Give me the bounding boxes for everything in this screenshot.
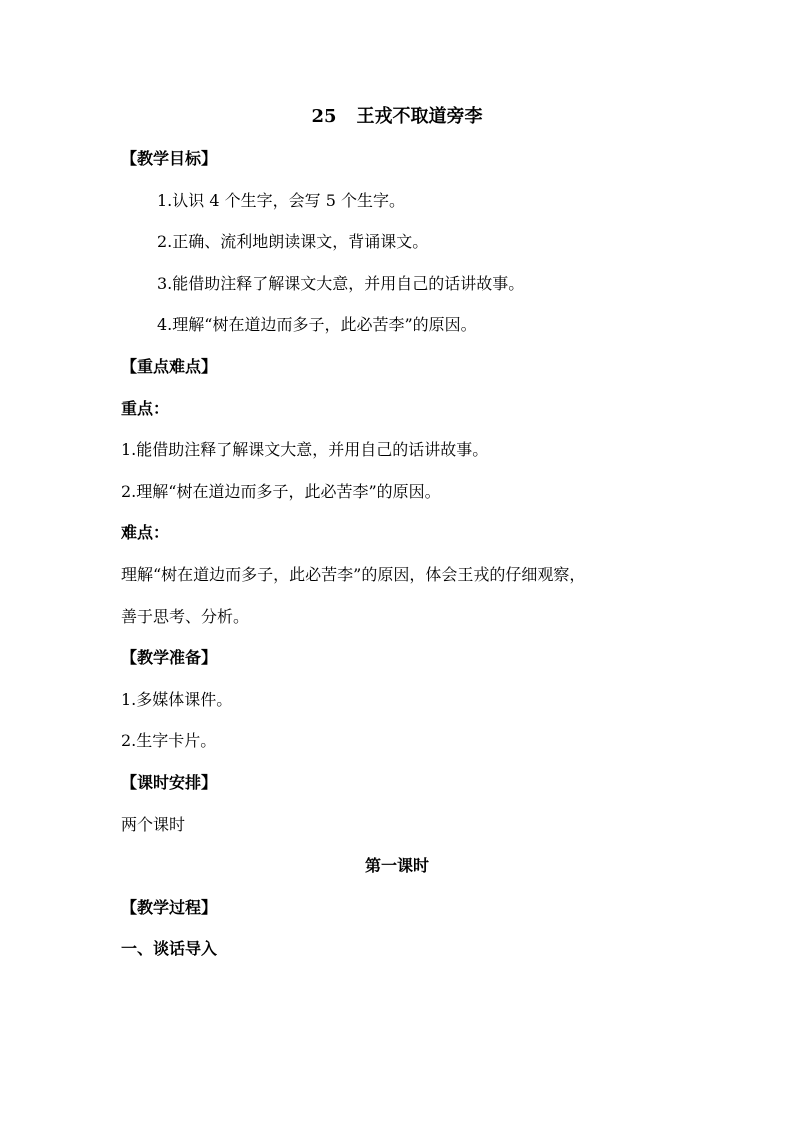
lesson-number: 25	[311, 106, 337, 127]
preparation-item: 2.生字卡片。	[121, 731, 217, 750]
document-title	[0, 106, 794, 128]
difficulty-label: 难点：	[121, 523, 170, 542]
preparation-item: 1.多媒体课件。	[121, 690, 233, 709]
objective-item: 3.能借助注释了解课文大意，并用自己的话讲故事。	[157, 274, 525, 293]
objective-item: 4.理解“树在道边而多子，此必苦李”的原因。	[157, 315, 477, 334]
schedule-text: 两个课时	[121, 815, 186, 834]
difficulty-line: 理解“树在道边而多子，此必苦李”的原因，体会王戎的仔细观察，	[121, 565, 586, 584]
preparation-heading: 【教学准备】	[121, 648, 218, 667]
lesson-period-title: 第一课时	[364, 856, 429, 875]
difficulty-line: 善于思考、分析。	[121, 607, 250, 626]
lesson-title: 王戎不取道旁李	[356, 106, 483, 127]
key-label: 重点：	[121, 399, 170, 418]
objectives-heading: 【教学目标】	[121, 149, 218, 168]
objective-item: 1.认识 4 个生字，会写 5 个生字。	[157, 191, 405, 210]
process-heading: 【教学过程】	[121, 898, 218, 917]
step-heading: 一、谈话导入	[121, 939, 218, 958]
key-point-item: 2.理解“树在道边而多子，此必苦李”的原因。	[121, 482, 441, 501]
key-point-item: 1.能借助注释了解课文大意，并用自己的话讲故事。	[121, 440, 489, 459]
objective-item: 2.正确、流利地朗读课文，背诵课文。	[157, 232, 429, 251]
key-points-heading: 【重点难点】	[121, 357, 218, 376]
schedule-heading: 【课时安排】	[121, 773, 218, 792]
